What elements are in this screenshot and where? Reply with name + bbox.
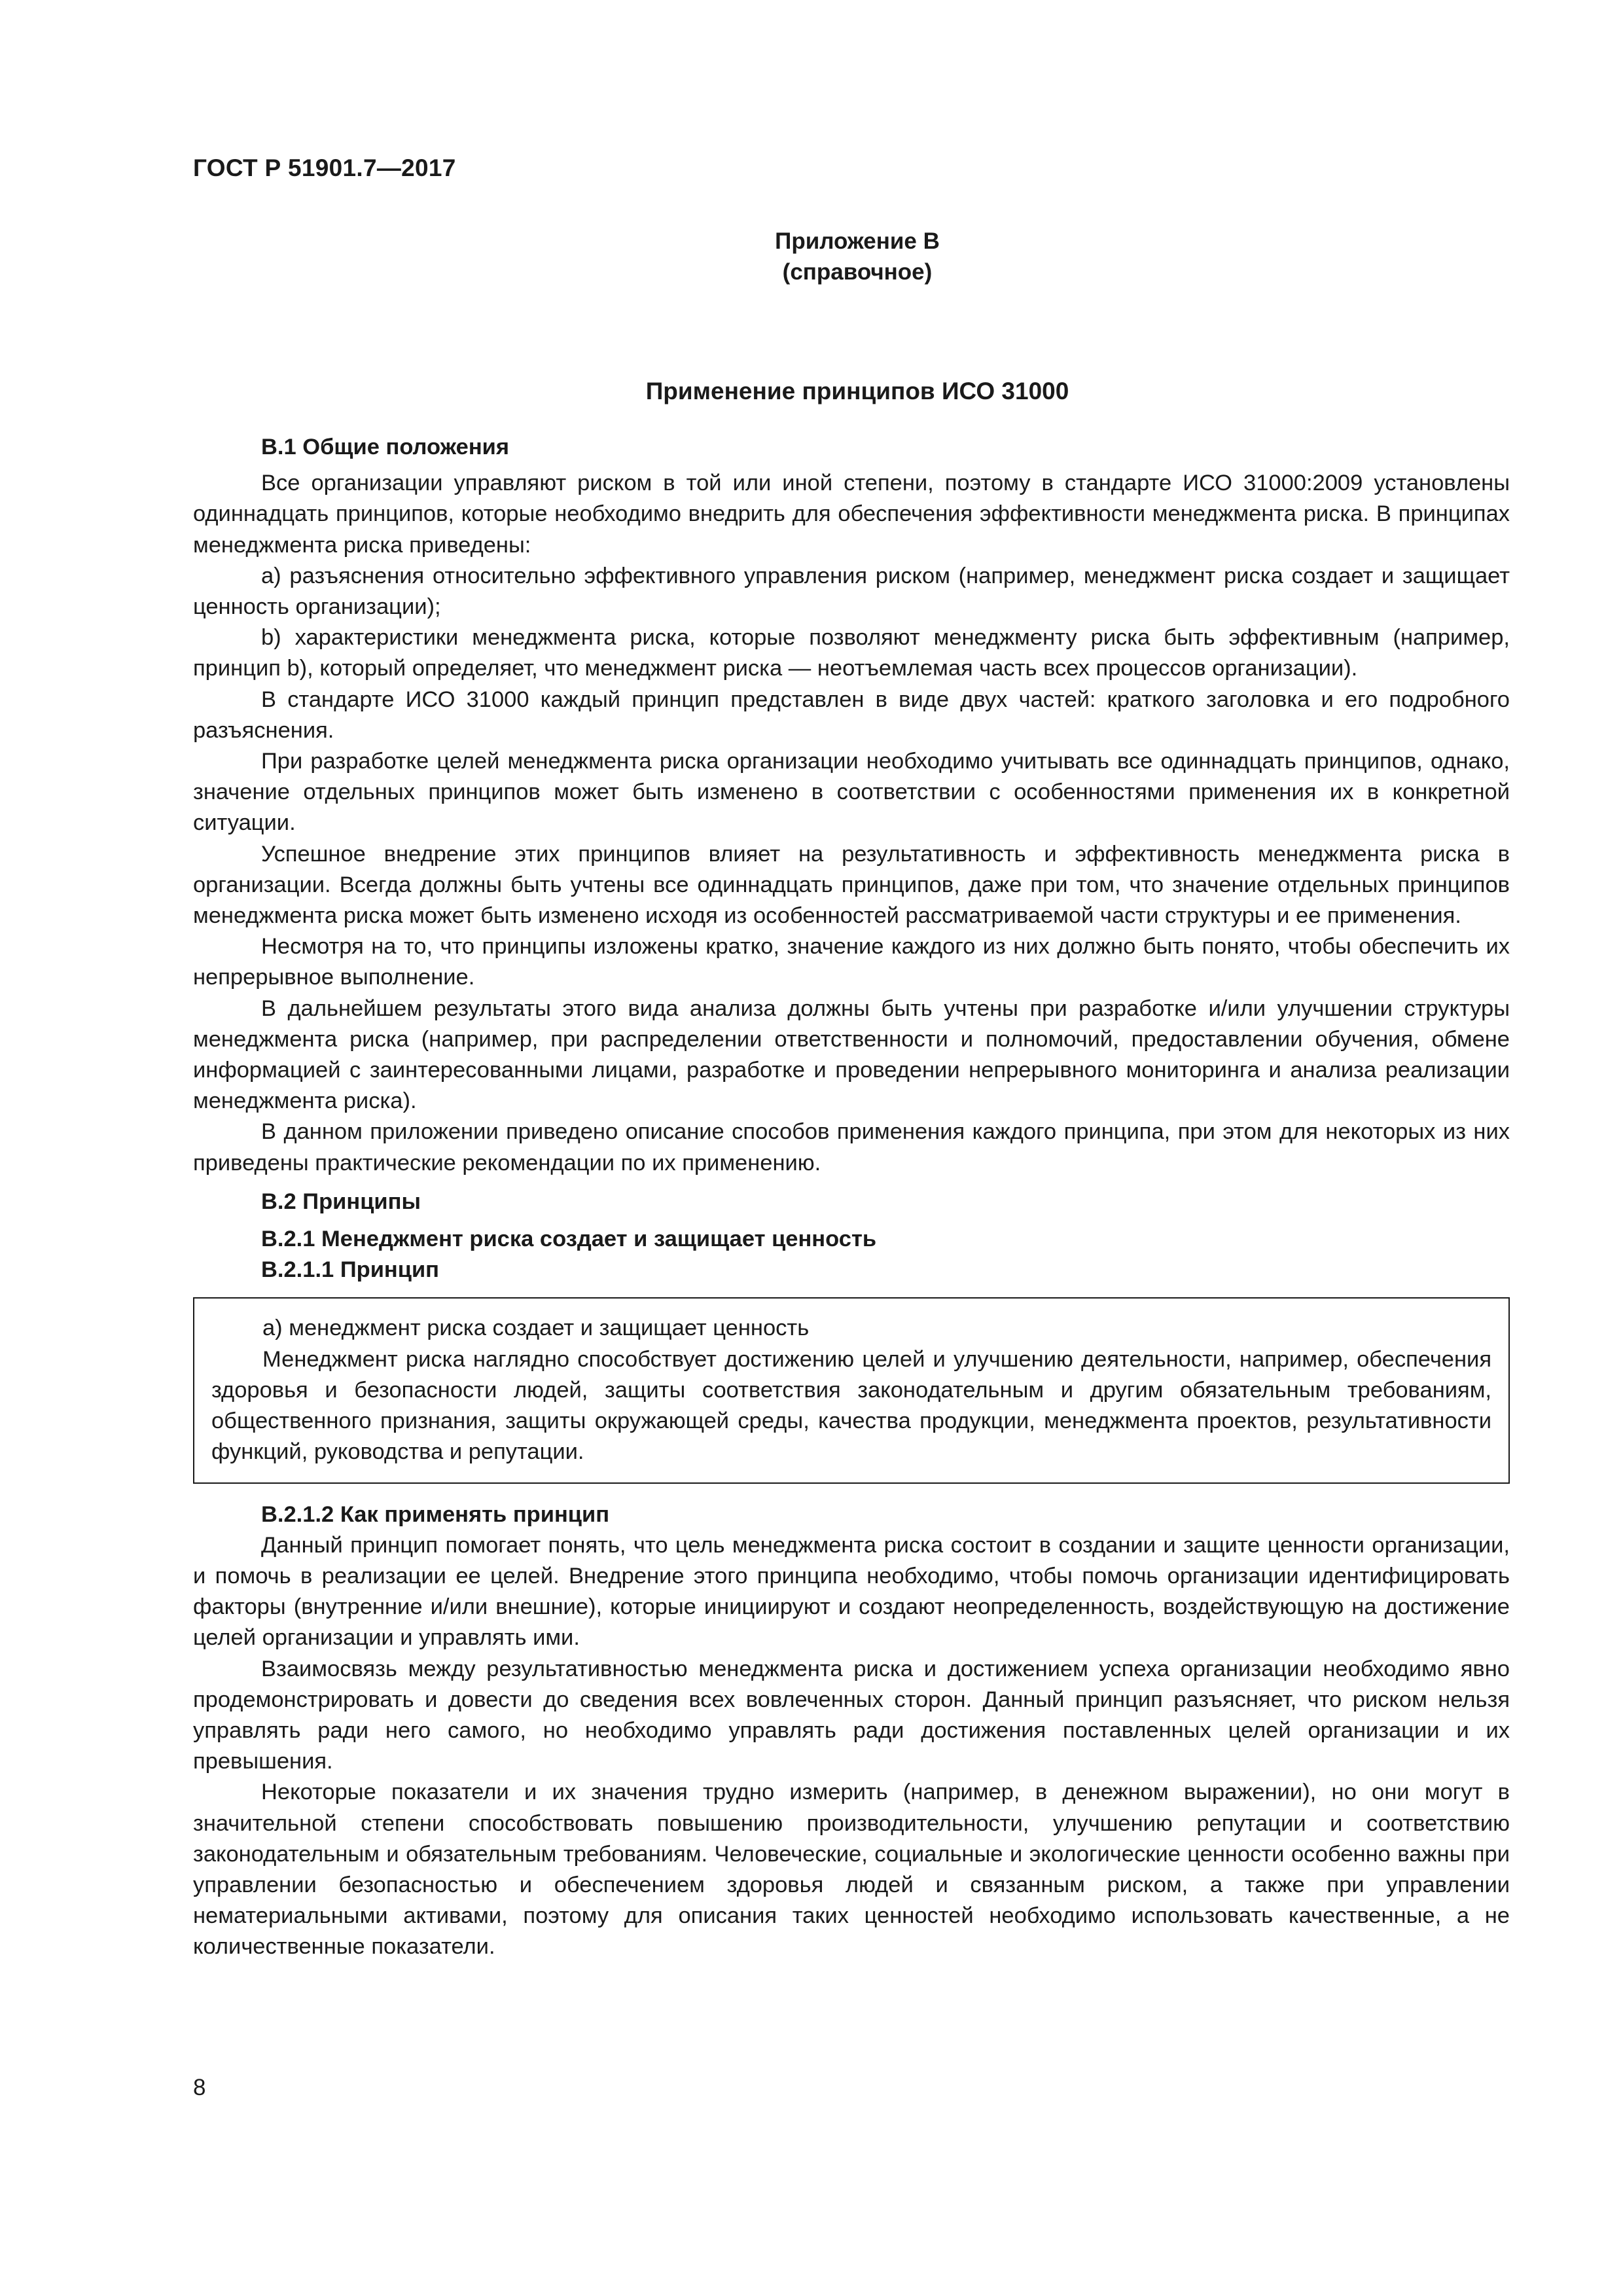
paragraph: Некоторые показатели и их значения трудно измерить (например, в денежном выражении), но они могут в значительной степени способствовать повышению производительности, улучшению репутации и соответствию законодательным и обязательным требованиям. Человеческие, социальные и экологические ценности особенно важны при управлении безопасностью и обеспечением здоровья людей и связанным риском, а также при управлении нематериальными активами, поэтому для описания таких ценностей необходимо использовать качественные, а не количественные показатели. [193,1780,1510,1960]
paragraph: Данный принцип помогает понять, что цель менеджмента риска состоит в создании и защите ценности организации, и помочь в реализации ее целей. Внедрение этого принципа необходимо, чтобы помочь организации идентифицировать факторы (внутренние и/или внешние), которые инициируют и создают неопределенность, воздействующую на достижение целей организации и управлять ими. [193,1532,1510,1651]
paragraph: Все организации управляют риском в той или иной степени, поэтому в стандарте ИСО 31000:2009 установлены одиннадцать принципов, которые необходимо внедрить для обеспечения эффективности менеджмента риска. В принципах менеджмента риска приведены: [193,471,1510,558]
paragraph: Несмотря на то, что принципы изложены кратко, значение каждого из них должно быть понято, чтобы обеспечить их непрерывное выполнение. [193,934,1510,990]
principle-box [193,1297,1510,1483]
section-b211-heading: В.2.1.1 Принцип [261,1257,439,1283]
section-b21-heading: В.2.1 Менеджмент риска создает и защищает ценность [261,1227,877,1252]
paragraph: В стандарте ИСО 31000 каждый принцип представлен в виде двух частей: краткого заголовка и его подробного разъяснения. [193,687,1510,743]
principle-title: a) менеджмент риска создает и защищает ценность [262,1316,810,1341]
paragraph: Успешное внедрение этих принципов влияет на результативность и эффективность менеджмента риска в организации. Всегда должны быть учтены все одиннадцать принципов, даже при том, что значение отдельных принципов менеджмента риска может быть изменено исходя из особенностей рассматриваемой части структуры и ее применения. [193,841,1510,929]
page-number: 8 [193,2075,206,2100]
document-code: ГОСТ Р 51901.7—2017 [193,154,456,181]
document-body [193,432,1510,1963]
paragraph: При разработке целей менеджмента риска организации необходимо учитывать все одиннадцать принципов, однако, значение отдельных принципов может быть изменено в соответствии с особенностями применения их в конкретной ситуации. [193,749,1510,836]
paragraph: Взаимосвязь между результативностью менеджмента риска и достижением успеха организации необходимо явно продемонстрировать и довести до сведения всех вовлеченных сторон. Данный принцип разъясняет, что риском нельзя управлять ради него самого, но необходимо управлять ради достижения поставленных целей организации и их превышения. [193,1656,1510,1774]
section-b2-heading: В.2 Принципы [261,1189,421,1214]
annex-heading [602,226,1113,287]
section-b1-heading: В.1 Общие положения [261,435,510,459]
annex-type: (справочное) [782,259,933,285]
paragraph: В дальнейшем результаты этого вида анализа должны быть учтены при разработке и/или улучшении структуры менеджмента риска (например, при распределении ответственности и полномочий, предоставлении обучения, обмене информацией с заинтересованными лицами, разработке и проведении непрерывного мониторинга и анализа реализации менеджмента риска). [193,996,1510,1114]
page-title: Применение принципов ИСО 31000 [645,378,1069,404]
paragraph: b) характеристики менеджмента риска, которые позволяют менеджменту риска быть эффективным (например, принцип b), который определяет, что менеджмент риска — неотъемлемая часть всех процессов организации). [193,625,1510,681]
section-b212-heading: В.2.1.2 Как применять принцип [261,1501,610,1527]
principle-text: Менеджмент риска наглядно способствует достижению целей и улучшению деятельности, например, обеспечения здоровья и безопасности людей, защиты соответствия законодательным и другим обязательным требованиям, общественного признания, защиты окружающей среды, качества продукции, менеджмента проектов, результативности функций, руководства и репутации. [211,1346,1491,1465]
annex-title: Приложение В [775,228,940,254]
paragraph: В данном приложении приведено описание способов применения каждого принципа, при этом для некоторых из них приведены практические рекомендации по их применению. [193,1119,1510,1175]
paragraph: a) разъяснения относительно эффективного управления риском (например, менеджмент риска создает и защищает ценность организации); [193,563,1510,620]
